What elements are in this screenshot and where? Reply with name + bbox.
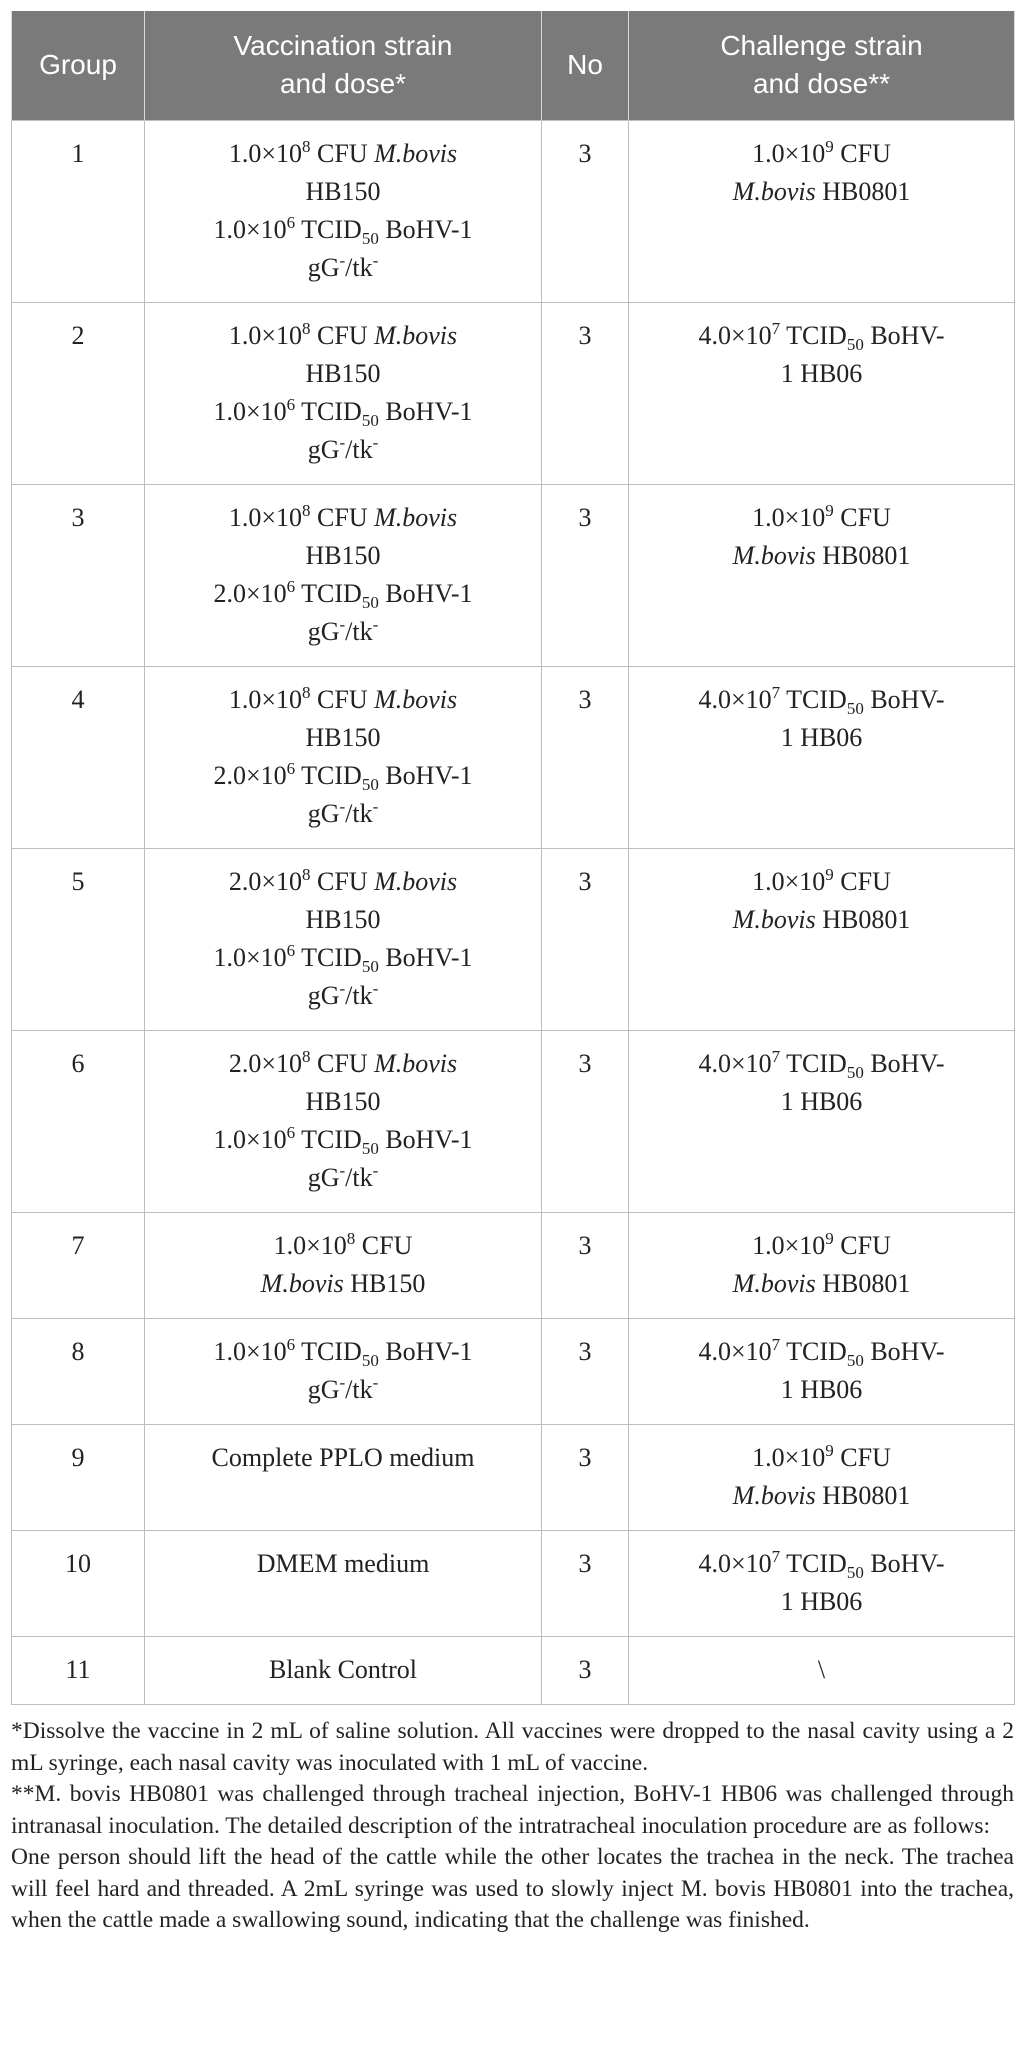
- cell-challenge: [629, 1636, 1015, 1704]
- superscript: -: [372, 1160, 379, 1180]
- challenge-line: [643, 1477, 1000, 1515]
- text-segment: 1.0×10: [228, 138, 303, 168]
- text-segment: M.bovis: [732, 904, 816, 934]
- text-segment: DMEM medium: [256, 1548, 430, 1578]
- table-row: [12, 1530, 1015, 1636]
- vaccination-line: [159, 499, 527, 537]
- superscript: 7: [771, 1046, 781, 1066]
- text-segment: CFU: [310, 684, 375, 714]
- superscript: -: [339, 978, 346, 998]
- vaccination-line: [159, 863, 527, 901]
- cell-no: 3: [542, 1212, 629, 1318]
- challenge-line: [643, 173, 1000, 211]
- cell-group: 11: [12, 1636, 145, 1704]
- text-segment: M.bovis: [260, 1268, 344, 1298]
- text-segment: /tk: [345, 1374, 373, 1404]
- text-segment: gG: [307, 616, 340, 646]
- text-segment: BoHV-: [863, 320, 945, 350]
- text-segment: CFU: [833, 866, 891, 896]
- footnote-challenge: **M. bovis HB0801 was challenged through tracheal injection, BoHV-1 HB06 was challenged through intranasal inoculation. The detailed description of the intratracheal inoculation procedure are as follows:: [11, 1781, 1014, 1839]
- challenge-line: [643, 499, 1000, 537]
- text-segment: 2.0×10: [213, 760, 287, 790]
- text-segment: CFU: [833, 1230, 891, 1260]
- vaccination-line: [159, 317, 527, 355]
- text-segment: 4.0×10: [698, 1048, 772, 1078]
- vaccination-line: [159, 977, 527, 1015]
- vaccination-line: [159, 173, 527, 211]
- text-segment: \: [817, 1654, 826, 1684]
- text-segment: gG: [307, 798, 340, 828]
- cell-group: 6: [12, 1030, 145, 1212]
- text-segment: CFU: [833, 1442, 891, 1472]
- superscript: -: [372, 614, 379, 634]
- text-segment: 1.0×10: [213, 214, 287, 244]
- cell-group: 8: [12, 1318, 145, 1424]
- text-segment: HB150: [305, 176, 381, 206]
- subscript: 50: [361, 410, 379, 430]
- text-segment: 1.0×10: [213, 1336, 287, 1366]
- superscript: 9: [825, 1228, 834, 1248]
- text-segment: TCID: [780, 1548, 847, 1578]
- subscript: 50: [361, 228, 379, 248]
- text-segment: 1 HB06: [780, 1374, 863, 1404]
- challenge-line: [643, 901, 1000, 939]
- text-segment: 1.0×10: [752, 1230, 826, 1260]
- vaccination-line: [159, 1121, 527, 1159]
- text-segment: gG: [307, 1162, 340, 1192]
- text-segment: CFU: [833, 502, 891, 532]
- text-segment: 1.0×10: [228, 320, 303, 350]
- header-line: Group: [39, 49, 117, 81]
- text-segment: TCID: [780, 1336, 847, 1366]
- text-segment: CFU: [310, 1048, 375, 1078]
- text-segment: 1.0×10: [752, 1442, 826, 1472]
- cell-group: 5: [12, 848, 145, 1030]
- vaccination-line: [159, 1159, 527, 1197]
- table-row: [12, 120, 1015, 302]
- superscript: -: [339, 1160, 346, 1180]
- table-row: [12, 1212, 1015, 1318]
- challenge-line: [643, 1333, 1000, 1371]
- text-segment: 1.0×10: [752, 138, 826, 168]
- text-segment: BoHV-: [863, 1548, 945, 1578]
- text-segment: 4.0×10: [698, 320, 772, 350]
- text-segment: HB0801: [815, 1268, 911, 1298]
- text-segment: BoHV-: [863, 1336, 945, 1366]
- table-row: [12, 1318, 1015, 1424]
- cell-vaccination: [145, 1636, 542, 1704]
- text-segment: M.bovis: [732, 176, 816, 206]
- challenge-line: [643, 1583, 1000, 1621]
- vaccination-line: [159, 355, 527, 393]
- superscript: 8: [302, 500, 311, 520]
- challenge-line: [643, 1371, 1000, 1409]
- text-segment: 1 HB06: [780, 358, 863, 388]
- vaccination-line: [159, 757, 527, 795]
- text-segment: CFU: [310, 502, 375, 532]
- subscript: 50: [846, 334, 864, 354]
- table-row: [12, 302, 1015, 484]
- cell-vaccination: [145, 1424, 542, 1530]
- header-challenge: [629, 11, 1015, 120]
- cell-challenge: [629, 1424, 1015, 1530]
- cell-challenge: [629, 848, 1015, 1030]
- challenge-line: [643, 863, 1000, 901]
- text-segment: M.bovis: [732, 540, 816, 570]
- table-row: [12, 1030, 1015, 1212]
- challenge-line: [643, 1439, 1000, 1477]
- text-segment: 1 HB06: [780, 1586, 863, 1616]
- vaccination-line: [159, 1333, 527, 1371]
- table-row: [12, 666, 1015, 848]
- cell-group: 10: [12, 1530, 145, 1636]
- cell-challenge: [629, 1212, 1015, 1318]
- text-segment: CFU: [355, 1230, 413, 1260]
- text-segment: 2.0×10: [228, 1048, 303, 1078]
- text-segment: /tk: [345, 434, 373, 464]
- subscript: 50: [361, 1138, 379, 1158]
- superscript: 8: [302, 136, 311, 156]
- text-segment: 1.0×10: [228, 684, 303, 714]
- challenge-line: [643, 1045, 1000, 1083]
- subscript: 50: [846, 1350, 864, 1370]
- subscript: 50: [846, 1062, 864, 1082]
- text-segment: BoHV-1: [378, 1124, 473, 1154]
- header-line: and dose**: [752, 68, 890, 100]
- table-footnotes: [11, 1716, 1014, 1937]
- superscript: -: [339, 796, 346, 816]
- superscript: -: [339, 1372, 346, 1392]
- cell-no: 3: [542, 1636, 629, 1704]
- text-segment: 2.0×10: [228, 866, 303, 896]
- superscript: 7: [771, 682, 781, 702]
- header-row: [12, 11, 1015, 120]
- superscript: -: [339, 614, 346, 634]
- superscript: 9: [825, 864, 834, 884]
- text-segment: CFU: [310, 866, 375, 896]
- superscript: 6: [286, 940, 296, 960]
- cell-challenge: [629, 666, 1015, 848]
- superscript: -: [372, 978, 379, 998]
- text-segment: HB0801: [815, 176, 911, 206]
- table-row: [12, 484, 1015, 666]
- challenge-line: [643, 135, 1000, 173]
- cell-group: 2: [12, 302, 145, 484]
- cell-challenge: [629, 120, 1015, 302]
- cell-no: 3: [542, 1318, 629, 1424]
- superscript: 7: [771, 1334, 781, 1354]
- table-body: [12, 120, 1015, 1704]
- vaccination-line: [159, 249, 527, 287]
- text-segment: /tk: [345, 616, 373, 646]
- vaccination-line: [159, 1439, 527, 1477]
- text-segment: 1.0×10: [273, 1230, 347, 1260]
- cell-challenge: [629, 1530, 1015, 1636]
- cell-no: 3: [542, 666, 629, 848]
- text-segment: TCID: [295, 942, 362, 972]
- text-segment: BoHV-1: [378, 214, 473, 244]
- superscript: 8: [302, 318, 311, 338]
- text-segment: /tk: [345, 980, 373, 1010]
- vaccination-line: [159, 901, 527, 939]
- challenge-line: [643, 1265, 1000, 1303]
- challenge-line: [643, 355, 1000, 393]
- cell-vaccination: [145, 1530, 542, 1636]
- text-segment: TCID: [295, 760, 362, 790]
- challenge-line: [643, 1651, 1000, 1689]
- cell-vaccination: [145, 302, 542, 484]
- cell-no: 3: [542, 484, 629, 666]
- text-segment: BoHV-: [863, 1048, 945, 1078]
- text-segment: gG: [307, 980, 340, 1010]
- superscript: -: [372, 432, 379, 452]
- vaccination-line: [159, 1265, 527, 1303]
- cell-vaccination: [145, 1318, 542, 1424]
- header-vaccination: [145, 11, 542, 120]
- text-segment: Blank Control: [268, 1654, 418, 1684]
- text-segment: BoHV-1: [378, 396, 473, 426]
- superscript: -: [339, 250, 346, 270]
- cell-challenge: [629, 1030, 1015, 1212]
- text-segment: M.bovis: [374, 1048, 458, 1078]
- subscript: 50: [361, 774, 379, 794]
- cell-vaccination: [145, 848, 542, 1030]
- text-segment: M.bovis: [732, 1480, 816, 1510]
- superscript: -: [372, 796, 379, 816]
- text-segment: HB150: [343, 1268, 426, 1298]
- cell-challenge: [629, 1318, 1015, 1424]
- text-segment: HB150: [305, 904, 381, 934]
- cell-no: 3: [542, 120, 629, 302]
- text-segment: BoHV-1: [378, 760, 473, 790]
- challenge-line: [643, 719, 1000, 757]
- vaccination-line: [159, 613, 527, 651]
- superscript: 6: [286, 212, 296, 232]
- superscript: 6: [286, 394, 296, 414]
- text-segment: Complete PPLO medium: [211, 1442, 475, 1472]
- text-segment: gG: [307, 434, 340, 464]
- vaccination-line: [159, 1227, 527, 1265]
- vaccination-line: [159, 939, 527, 977]
- footnote-vaccination: *Dissolve the vaccine in 2 mL of saline solution. All vaccines were dropped to the nasal cavity using a 2 mL syringe, each nasal cavity was inoculated with 1 mL of vaccine.: [11, 1718, 1014, 1776]
- challenge-line: [643, 537, 1000, 575]
- cell-group: 1: [12, 120, 145, 302]
- text-segment: M.bovis: [374, 320, 458, 350]
- vaccination-line: [159, 575, 527, 613]
- superscript: 9: [825, 136, 834, 156]
- text-segment: BoHV-1: [378, 942, 473, 972]
- text-segment: HB150: [305, 1086, 381, 1116]
- text-segment: 1.0×10: [213, 942, 287, 972]
- challenge-line: [643, 1227, 1000, 1265]
- text-segment: M.bovis: [374, 866, 458, 896]
- superscript: 9: [825, 500, 834, 520]
- vaccination-line: [159, 211, 527, 249]
- cell-group: 9: [12, 1424, 145, 1530]
- table-header: [12, 11, 1015, 120]
- vaccination-line: [159, 1045, 527, 1083]
- superscript: -: [339, 432, 346, 452]
- cell-group: 3: [12, 484, 145, 666]
- text-segment: HB150: [305, 722, 381, 752]
- text-segment: HB0801: [815, 1480, 911, 1510]
- header-line: Challenge strain: [720, 30, 923, 62]
- superscript: 8: [346, 1228, 356, 1248]
- superscript: 6: [286, 1334, 296, 1354]
- vaccination-line: [159, 719, 527, 757]
- text-segment: M.bovis: [374, 502, 458, 532]
- text-segment: gG: [307, 1374, 340, 1404]
- text-segment: 1.0×10: [752, 866, 826, 896]
- vaccination-line: [159, 1545, 527, 1583]
- vaccination-line: [159, 795, 527, 833]
- cell-no: 3: [542, 848, 629, 1030]
- table-row: [12, 1424, 1015, 1530]
- superscript: 6: [286, 758, 296, 778]
- vaccination-challenge-table: [11, 11, 1015, 1705]
- text-segment: CFU: [310, 320, 375, 350]
- table-row: [12, 1636, 1015, 1704]
- superscript: 6: [286, 1122, 296, 1142]
- text-segment: 2.0×10: [213, 578, 287, 608]
- text-segment: 1.0×10: [228, 502, 303, 532]
- vaccination-line: [159, 135, 527, 173]
- text-segment: HB150: [305, 358, 381, 388]
- text-segment: M.bovis: [732, 1268, 816, 1298]
- text-segment: 1.0×10: [213, 1124, 287, 1154]
- superscript: 7: [771, 1546, 781, 1566]
- text-segment: 4.0×10: [698, 1548, 772, 1578]
- superscript: 9: [825, 1440, 834, 1460]
- text-segment: HB0801: [815, 540, 911, 570]
- text-segment: TCID: [780, 684, 847, 714]
- challenge-line: [643, 1545, 1000, 1583]
- cell-vaccination: [145, 1212, 542, 1318]
- cell-no: 3: [542, 1424, 629, 1530]
- text-segment: gG: [307, 252, 340, 282]
- text-segment: TCID: [780, 1048, 847, 1078]
- text-segment: BoHV-1: [378, 578, 473, 608]
- cell-vaccination: [145, 666, 542, 848]
- challenge-line: [643, 681, 1000, 719]
- vaccination-line: [159, 393, 527, 431]
- text-segment: M.bovis: [374, 138, 458, 168]
- vaccination-line: [159, 537, 527, 575]
- cell-no: 3: [542, 1530, 629, 1636]
- text-segment: 4.0×10: [698, 1336, 772, 1366]
- header-group: [12, 11, 145, 120]
- text-segment: 1.0×10: [213, 396, 287, 426]
- superscript: 6: [286, 576, 296, 596]
- cell-no: 3: [542, 302, 629, 484]
- superscript: -: [372, 250, 379, 270]
- cell-group: 7: [12, 1212, 145, 1318]
- vaccination-line: [159, 681, 527, 719]
- text-segment: 1 HB06: [780, 722, 863, 752]
- cell-challenge: [629, 302, 1015, 484]
- text-segment: TCID: [295, 1336, 362, 1366]
- vaccination-line: [159, 1083, 527, 1121]
- subscript: 50: [361, 956, 379, 976]
- text-segment: BoHV-: [863, 684, 945, 714]
- subscript: 50: [846, 1562, 864, 1582]
- text-segment: TCID: [295, 578, 362, 608]
- superscript: 7: [771, 318, 781, 338]
- header-line: and dose*: [279, 68, 407, 100]
- text-segment: TCID: [295, 214, 362, 244]
- text-segment: /tk: [345, 1162, 373, 1192]
- header-no: [542, 11, 629, 120]
- footnote-procedure: One person should lift the head of the cattle while the other locates the trachea in the neck. The trachea will feel hard and threaded. A 2mL syringe was used to slowly inject M. bovis HB0801 into the trachea, when the cattle made a swallowing sound, indicating that the challenge was finished.: [11, 1844, 1014, 1933]
- header-line: No: [567, 49, 603, 81]
- text-segment: BoHV-1: [378, 1336, 473, 1366]
- challenge-line: [643, 1083, 1000, 1121]
- superscript: 8: [302, 864, 311, 884]
- cell-vaccination: [145, 120, 542, 302]
- superscript: -: [372, 1372, 379, 1392]
- vaccination-line: [159, 431, 527, 469]
- superscript: 8: [302, 682, 311, 702]
- cell-group: 4: [12, 666, 145, 848]
- subscript: 50: [846, 698, 864, 718]
- cell-no: 3: [542, 1030, 629, 1212]
- text-segment: HB150: [305, 540, 381, 570]
- subscript: 50: [361, 1350, 379, 1370]
- text-segment: 1.0×10: [752, 502, 826, 532]
- table-row: [12, 848, 1015, 1030]
- text-segment: /tk: [345, 798, 373, 828]
- text-segment: HB0801: [815, 904, 911, 934]
- header-line: Vaccination strain: [233, 30, 453, 62]
- cell-vaccination: [145, 484, 542, 666]
- text-segment: M.bovis: [374, 684, 458, 714]
- text-segment: CFU: [833, 138, 891, 168]
- cell-vaccination: [145, 1030, 542, 1212]
- text-segment: TCID: [295, 1124, 362, 1154]
- vaccination-line: [159, 1371, 527, 1409]
- cell-challenge: [629, 484, 1015, 666]
- text-segment: 1 HB06: [780, 1086, 863, 1116]
- text-segment: 4.0×10: [698, 684, 772, 714]
- challenge-line: [643, 317, 1000, 355]
- subscript: 50: [361, 592, 379, 612]
- superscript: 8: [302, 1046, 311, 1066]
- vaccination-line: [159, 1651, 527, 1689]
- text-segment: /tk: [345, 252, 373, 282]
- text-segment: TCID: [780, 320, 847, 350]
- text-segment: CFU: [310, 138, 375, 168]
- text-segment: TCID: [295, 396, 362, 426]
